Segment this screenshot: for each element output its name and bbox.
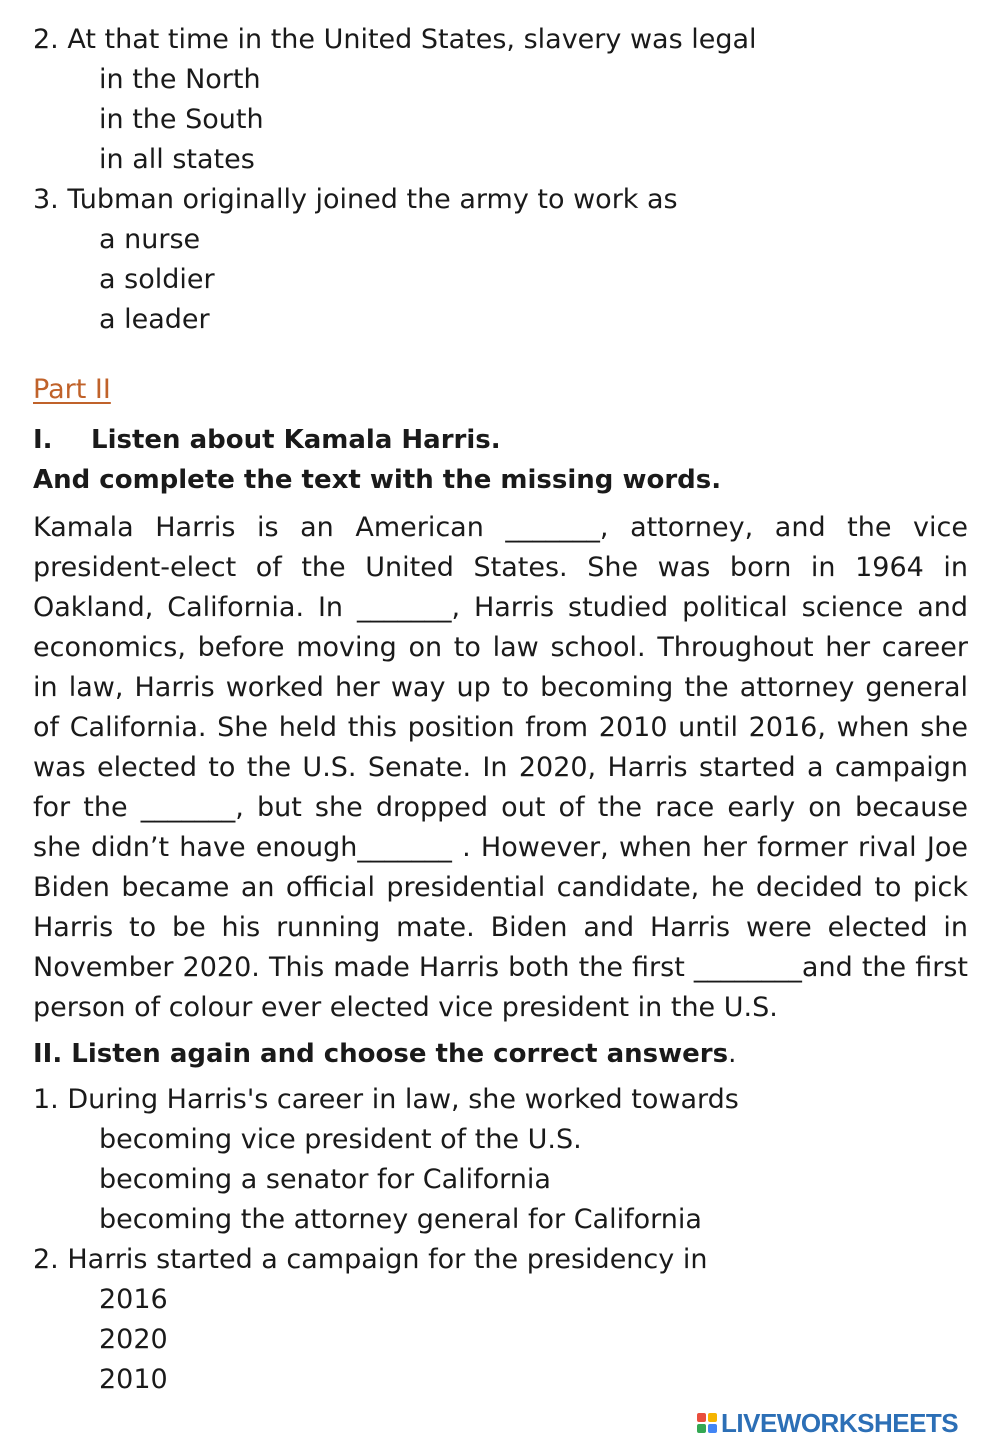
section-1-heading	[33, 420, 968, 460]
part-2-title: Part II	[33, 374, 111, 405]
logo-text: LIVEWORKSHEETS	[721, 1407, 959, 1438]
answer-option[interactable]: 2010	[99, 1364, 168, 1395]
section-1-number: I.	[33, 425, 53, 455]
section-2-heading	[33, 1034, 968, 1074]
answer-option[interactable]: a nurse	[99, 224, 201, 255]
answer-option[interactable]: becoming a senator for California	[99, 1164, 551, 1195]
answer-option[interactable]: a leader	[99, 304, 210, 335]
answer-option[interactable]: becoming vice president of the U.S.	[99, 1124, 582, 1155]
liveworksheets-logo	[697, 1408, 958, 1438]
section-2-heading-text: II. Listen again and choose the correct answers	[33, 1039, 729, 1069]
section-1-heading-text: Listen about Kamala Harris.	[91, 425, 501, 455]
logo-square-blue	[708, 1424, 717, 1433]
worksheet-page	[33, 20, 968, 1400]
answer-option[interactable]: a soldier	[99, 264, 215, 295]
logo-square-yellow	[708, 1413, 717, 1422]
question-2-text: 2. At that time in the United States, slavery was legal	[33, 24, 757, 55]
section-2-questions	[33, 1080, 968, 1400]
section-2-heading-period: .	[728, 1039, 737, 1069]
question-3-text: 3. Tubman originally joined the army to work as	[33, 184, 678, 215]
answer-option[interactable]: in all states	[99, 144, 255, 175]
section-1-subheading: And complete the text with the missing words.	[33, 465, 722, 495]
question-1-text: 1. During Harris's career in law, she worked towards	[33, 1084, 739, 1115]
logo-square-green	[697, 1424, 706, 1433]
answer-option[interactable]: 2020	[99, 1324, 168, 1355]
logo-grid-icon	[697, 1413, 717, 1433]
answer-option[interactable]: in the South	[99, 104, 264, 135]
answer-option[interactable]: becoming the attorney general for California	[99, 1204, 702, 1235]
fill-in-paragraph: Kamala Harris is an American _______, attorney, and the vice president-elect of the United States. She was born in 1964 in Oakland, California. In _______, Harris studied political science and economics, before moving on to law school. Throughout her career in law, Harris worked her way up to becoming the attorney general of California. She held this position from 2010 until 2016, when she was elected to the U.S. Senate. In 2020, Harris started a campaign for the _______, but she dropped out of the race early on because she didn’t have enough_______ . However, when her former rival Joe Biden became an official presidential candidate, he decided to pick Harris to be his running mate. Biden and Harris were elected in November 2020. This made Harris both the first ________and the first person of colour ever elected vice president in the U.S.	[33, 512, 968, 1023]
answer-option[interactable]: 2016	[99, 1284, 168, 1315]
answer-option[interactable]: in the North	[99, 64, 261, 95]
logo-square-red	[697, 1413, 706, 1422]
question-2-text: 2. Harris started a campaign for the presidency in	[33, 1244, 708, 1275]
